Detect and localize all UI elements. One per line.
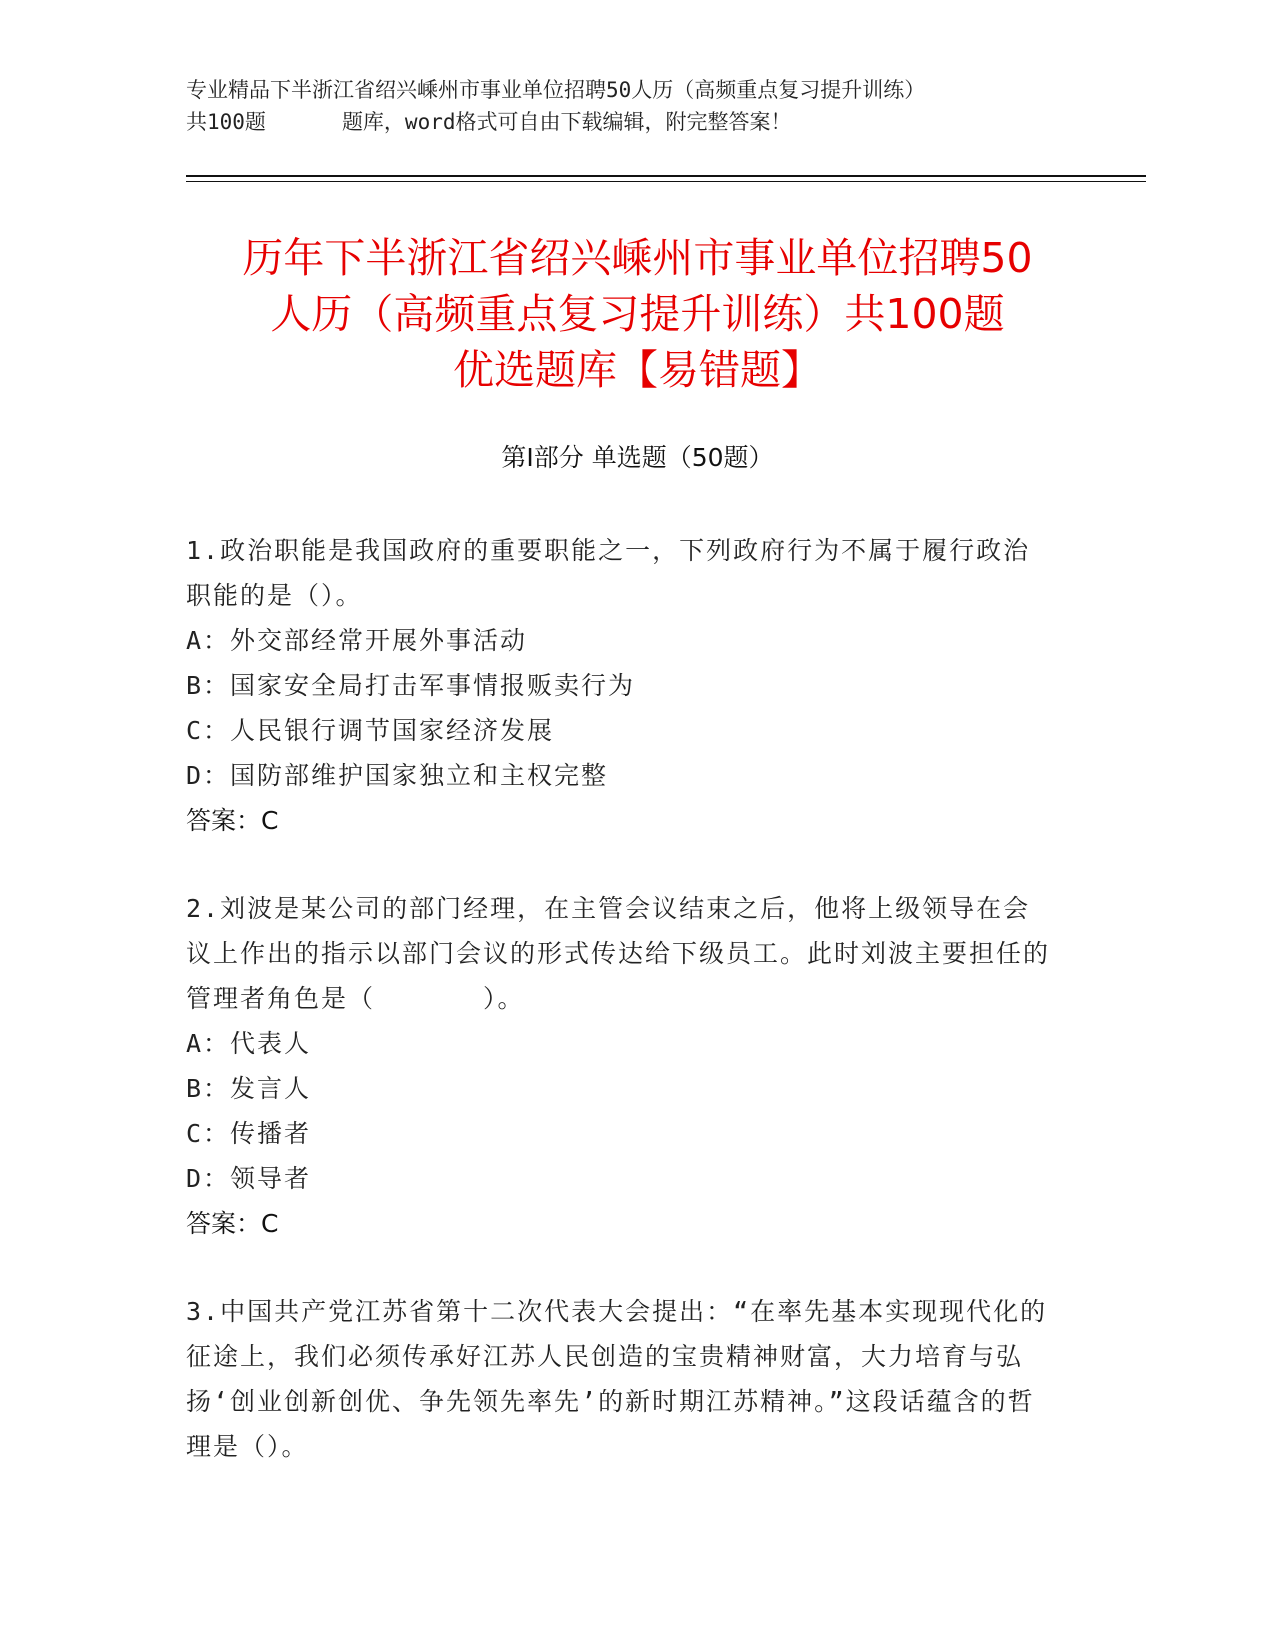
question-stem: 2.刘波是某公司的部门经理，在主管会议结束之后，他将上级领导在会议上作出的指示以部门会议的形式传达给下级员工。此时刘波主要担任的管理者角色是（ ）。	[186, 894, 1051, 1013]
header-line-2-prefix: 共100题	[186, 110, 266, 134]
header-line-1: 专业精品下半浙江省绍兴嵊州市事业单位招聘50人历（高频重点复习提升训练）	[186, 78, 926, 102]
header-rule-thick	[186, 175, 1146, 177]
question-option: C：传播者	[186, 1119, 312, 1148]
document-title	[160, 230, 1115, 398]
question-3	[186, 1289, 1056, 1469]
question-option: D：国防部维护国家独立和主权完整	[186, 761, 609, 790]
question-stem: 3.中国共产党江苏省第十二次代表大会提出：“在率先基本实现现代化的征途上，我们必须传承好江苏人民创造的宝贵精神财富，大力培育与弘扬‘创业创新创优、争先领先率先’的新时期江苏精神。”这段话蕴含的哲理是（）。	[186, 1297, 1048, 1461]
header-rule-thin	[186, 181, 1146, 182]
title-line-1: 历年下半浙江省绍兴嵊州市事业单位招聘50	[242, 234, 1033, 282]
header-line-2	[186, 106, 1086, 138]
question-answer: 答案：C	[186, 1209, 279, 1238]
question-answer: 答案：C	[186, 806, 279, 835]
header-note	[186, 74, 1086, 138]
question-option: B：国家安全局打击军事情报贩卖行为	[186, 671, 636, 700]
question-1	[186, 528, 1056, 843]
section-heading: 第Ⅰ部分 单选题（50题）	[501, 443, 774, 472]
header-line-2-suffix: 题库，word格式可自由下载编辑，附完整答案！	[341, 110, 792, 134]
question-list	[186, 528, 1056, 1469]
question-2	[186, 886, 1056, 1246]
question-option: C：人民银行调节国家经济发展	[186, 716, 555, 745]
title-line-3: 优选题库【易错题】	[453, 346, 822, 394]
question-stem: 1.政治职能是我国政府的重要职能之一，下列政府行为不属于履行政治职能的是（）。	[186, 536, 1031, 610]
question-option: B：发言人	[186, 1074, 312, 1103]
question-option: A：代表人	[186, 1029, 312, 1058]
question-option: D：领导者	[186, 1164, 312, 1193]
question-option: A：外交部经常开展外事活动	[186, 626, 528, 655]
title-line-2: 人历（高频重点复习提升训练）共100题	[270, 290, 1005, 338]
